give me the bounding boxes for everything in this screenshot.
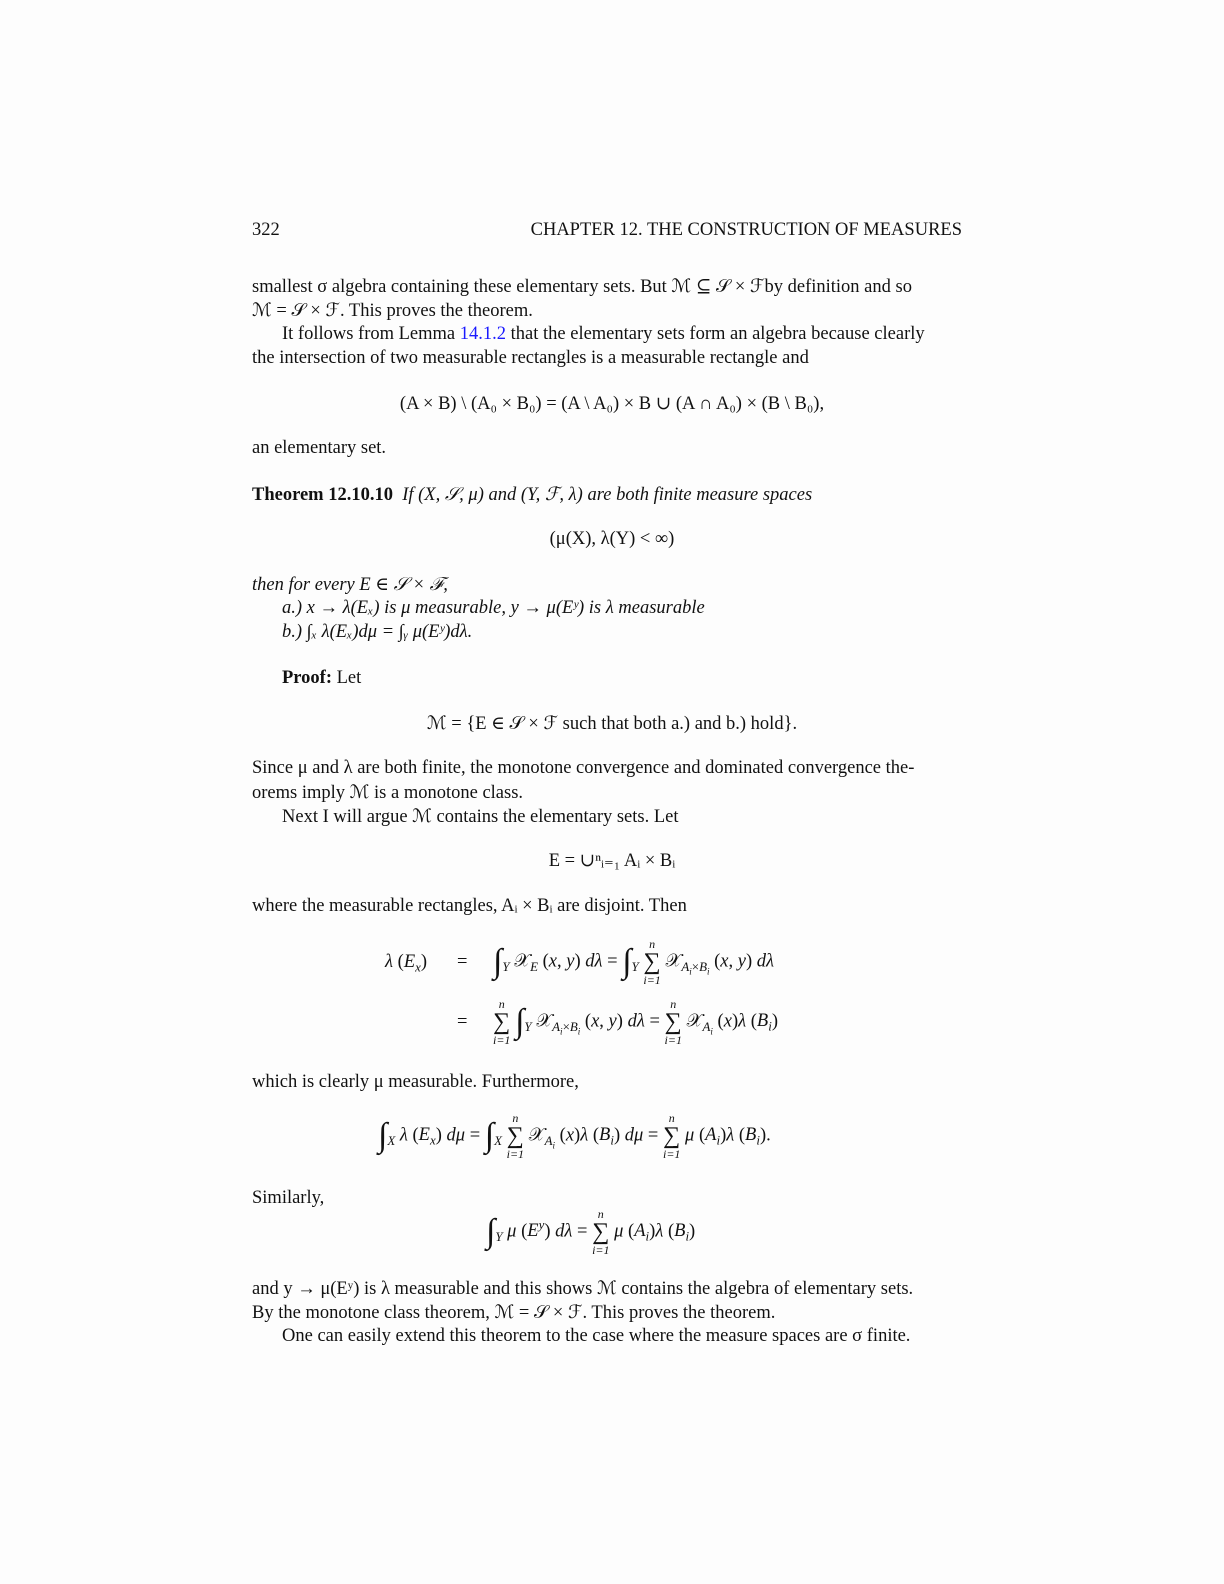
paragraph-line: which is clearly μ measurable. Furthermore, (252, 1072, 579, 1092)
paragraph-line: where the measurable rectangles, Aᵢ × Bᵢ are disjoint. Then (252, 896, 687, 916)
theorem-condition-b: b.) ∫ₓ λ(Eₓ)dμ = ∫ᵧ μ(Eʸ)dλ. (282, 622, 473, 642)
page-number: 322 (252, 220, 280, 240)
theorem-statement: Theorem 12.10.10 If (X, 𝒮, μ) and (Y, ℱ, λ) are both finite measure spaces (252, 485, 813, 505)
theorem-label: Theorem 12.10.10 (252, 485, 393, 505)
paragraph-line: an elementary set. (252, 438, 387, 458)
paragraph-line: the intersection of two measurable rectangles is a measurable rectangle and (252, 348, 809, 368)
paragraph-line: smallest σ algebra containing these elementary sets. But ℳ ⊆ 𝒮 × ℱby definition and so (252, 277, 912, 297)
display-equation-integral-y: $\int_Y$ μ $(E^y) d\lambda$ = n ∑ i=1 μ $(A_i)\lambda$ $(B_i)$ (486, 1207, 696, 1257)
lemma-link[interactable]: 14.1.2 (459, 324, 507, 344)
paragraph-line: orems imply ℳ is a monotone class. (252, 783, 524, 803)
paragraph-line: and y → μ(Eʸ) is λ measurable and this shows ℳ contains the algebra of elementary sets. (252, 1279, 914, 1299)
paragraph-line: Next I will argue ℳ contains the elementary sets. Let (282, 807, 679, 827)
display-equation: (A × B) \ (A₀ × B₀) = (A \ A₀) × B ∪ (A ∩ A₀) × (B \ B₀), (399, 394, 825, 414)
display-equation: E = ∪ⁿᵢ₌₁ Aᵢ × Bᵢ (548, 851, 676, 871)
display-equation-integral-x: $\int_X$ λ $(E_x) d\mu = \int_X$ n ∑ i=1 𝒳$_{A_i}$ (x)λ $(B_i) d\mu$ = n ∑ i=1 μ $(A_i)\lambda$ $(B_i)$. (378, 1111, 771, 1161)
theorem-line: then for every E ∈ 𝒮 × ℱ, (252, 575, 448, 595)
chapter-title: CHAPTER 12. THE CONSTRUCTION OF MEASURES (530, 220, 962, 240)
page: 322 CHAPTER 12. THE CONSTRUCTION OF MEASURES smallest σ algebra containing these elementary sets. But ℳ ⊆ 𝒮 × ℱby definition and so ℳ = 𝒮 × ℱ. This proves the theorem. It follows from Lemma 14.1.2 that the elementary sets form an algebra because clearly the intersection of two measurable rectangles is a measurable rectangle and (A × B) \ (A₀ × B₀) = (A \ A₀) × B ∪ (A ∩ A₀) × (B \ B₀), an elementary set. Theorem 12.10.10 If (X, 𝒮, μ) and (Y, ℱ, λ) are both finite measure spaces (μ(X), λ(Y) < ∞) then for every E ∈ 𝒮 × ℱ, a.) x → λ(Eₓ) is μ measurable, y → μ(Eʸ) is λ measurable b.) ∫ₓ λ(Eₓ)dμ = ∫ᵧ μ(Eʸ)dλ. Proof: Let ℳ = {E ∈ 𝒮 × ℱ such that both a.) and b.) hold}. Since μ and λ are both finite, the monotone convergence and dominated convergence the- orems imply ℳ is a monotone class. Next I will argue ℳ contains the elementary sets. Let E = ∪ⁿᵢ₌₁ Aᵢ × Bᵢ where the measurable rectangles, Aᵢ × Bᵢ are disjoint. Then λ $(E_x)$ = $\int_Y$ 𝒳$_E$ (x, y) $d\lambda = \int_Y$ n ∑ i=1 𝒳$_{A_i\times B_i}$ (x, y) dλ = n ∑ i=1 $\int_Y$ 𝒳$_{A_i\times B_i}$ (x, y) dλ = n ∑ i=1 𝒳$_{A_i}$ (x)λ $(B_i)$ which is clearly μ measurable. Furthermore, $\int_X$ λ $(E_x) d\mu = \int_X$ n ∑ i=1 𝒳$_{A_i}$ (x)λ $(B_i) d\mu$ = n ∑ i=1 μ $(A_i)\lambda$ $(B_i)$. Similarly, $\int_Y$ μ $(E^y) d\lambda$ = n ∑ i=1 μ $(A_i)\lambda$ $(B_i)$ and y → μ(Eʸ) is λ measurable and this shows ℳ contains the algebra of elementary sets. By the monotone class theorem, ℳ = 𝒮 × ℱ. This proves the theorem. One can easily extend this theorem to the case where the measure spaces are σ finite. (0, 0, 1224, 1584)
display-equation: (μ(X), λ(Y) < ∞) (549, 529, 675, 549)
paragraph-line: Since μ and λ are both finite, the monotone convergence and dominated convergence the- (252, 758, 915, 778)
paragraph-line: ℳ = 𝒮 × ℱ. This proves the theorem. (252, 301, 533, 321)
display-equation: ℳ = {E ∈ 𝒮 × ℱ such that both a.) and b.) hold}. (426, 714, 798, 734)
proof-label: Proof: (282, 668, 332, 688)
paragraph-line: One can easily extend this theorem to the case where the measure spaces are σ finite. (282, 1326, 911, 1346)
theorem-condition-a: a.) x → λ(Eₓ) is μ measurable, y → μ(Eʸ) is λ measurable (282, 598, 705, 618)
proof-start: Proof: Let (282, 668, 362, 688)
paragraph-line: It follows from Lemma 14.1.2 that the elementary sets form an algebra because clearly (282, 324, 925, 344)
paragraph-line: By the monotone class theorem, ℳ = 𝒮 × ℱ. This proves the theorem. (252, 1303, 776, 1323)
paragraph-line: Similarly, (252, 1188, 325, 1208)
